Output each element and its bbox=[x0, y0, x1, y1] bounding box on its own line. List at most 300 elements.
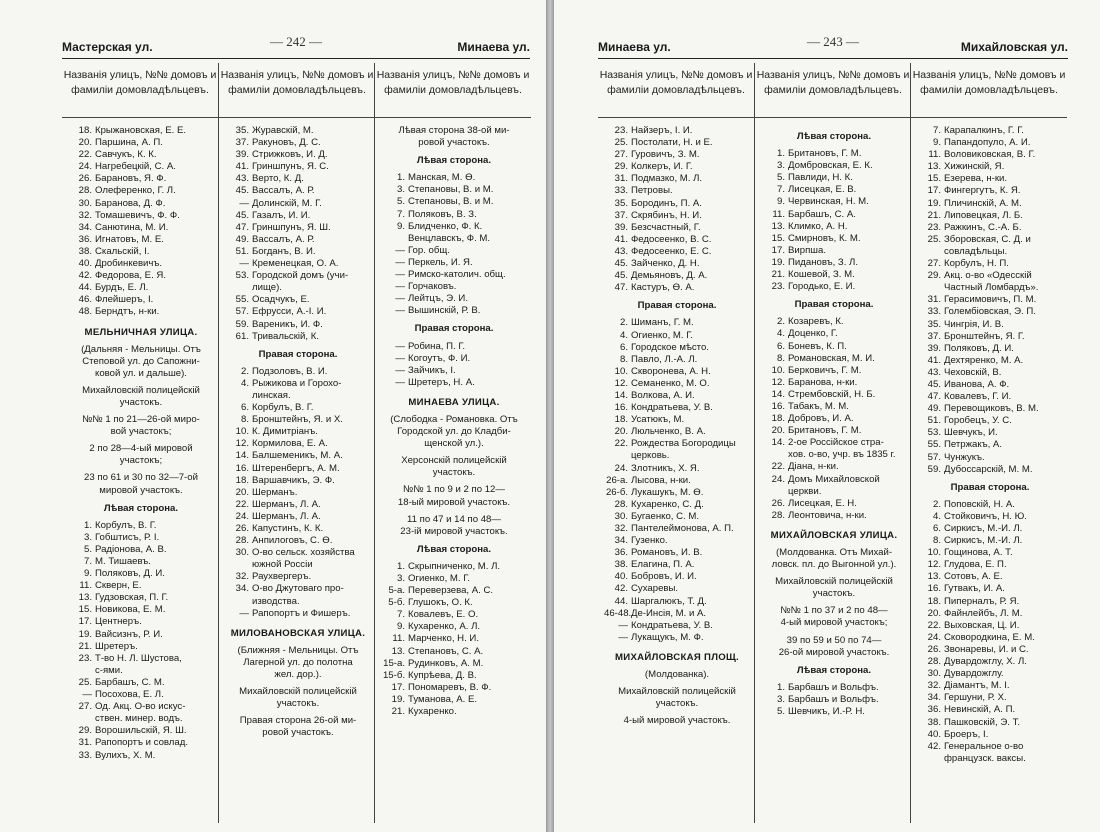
house-number: 57. bbox=[927, 451, 941, 463]
list-item bbox=[225, 137, 371, 149]
house-number: 27. bbox=[927, 258, 941, 270]
list-item bbox=[225, 523, 371, 535]
owner-name: Зайченко, Д. Н. bbox=[631, 258, 700, 270]
house-number: 5-б. bbox=[388, 597, 405, 609]
street-heading: МЕЛЬНИЧНАЯ УЛИЦА. bbox=[84, 326, 198, 338]
owner-name: Манская, М. Ѳ. bbox=[408, 172, 476, 184]
list-item bbox=[225, 319, 371, 331]
house-number: 42. bbox=[927, 740, 941, 752]
house-number: 33. bbox=[927, 306, 941, 318]
owner-name: Шерманъ, Л. А. bbox=[252, 498, 321, 510]
house-number: — bbox=[395, 244, 405, 256]
list-item bbox=[604, 608, 750, 620]
house-number: 55. bbox=[927, 439, 941, 451]
list-item bbox=[604, 487, 750, 499]
list-item bbox=[68, 544, 214, 556]
street-note: Лѣвая сторона 38-ой ми- ровой участокъ. bbox=[398, 125, 510, 149]
list-item bbox=[761, 184, 907, 196]
list-item bbox=[381, 209, 527, 221]
list-item bbox=[381, 184, 527, 196]
list-item bbox=[604, 583, 750, 595]
house-number: 3. bbox=[776, 160, 785, 172]
owner-name: Ковалевъ, Е. О. bbox=[408, 609, 479, 621]
house-number: 28. bbox=[235, 535, 249, 547]
house-number: 46-48. bbox=[604, 607, 632, 619]
owner-name: Кондратьева, У. В. bbox=[631, 619, 713, 631]
owner-name: Де-Инсія, М. и А. bbox=[631, 607, 707, 619]
owner-name: Павло, Л.-А. Л. bbox=[631, 353, 698, 365]
list-item bbox=[604, 342, 750, 354]
owner-name: Лысова, н-ки. bbox=[631, 474, 691, 486]
house-number: 29. bbox=[78, 725, 92, 737]
list-item bbox=[225, 149, 371, 161]
list-item bbox=[225, 596, 371, 608]
column-body bbox=[755, 118, 911, 718]
list-item bbox=[68, 234, 214, 246]
owner-name: Огиенко, М. Г. bbox=[408, 573, 470, 584]
list-item bbox=[225, 173, 371, 185]
owner-name: Подмазко, М. Л. bbox=[631, 173, 703, 185]
street-note: 11 по 47 и 14 по 48— 23-ій мировой участокъ. bbox=[400, 513, 508, 537]
owner-name: Британовъ, Г. М. bbox=[788, 148, 862, 160]
house-number: 27. bbox=[614, 149, 628, 161]
house-number: 34. bbox=[927, 692, 941, 704]
owner-name: Берковичъ, Г. М. bbox=[788, 364, 862, 376]
list-item bbox=[225, 210, 371, 222]
running-street-left: Мастерская ул. bbox=[62, 40, 153, 54]
list-item bbox=[381, 597, 527, 609]
column-body bbox=[598, 118, 754, 727]
list-item bbox=[225, 499, 371, 511]
owner-name: Дувардожглу, Х. Л. bbox=[944, 656, 1027, 668]
house-number: 1. bbox=[396, 172, 405, 184]
list-item bbox=[604, 475, 750, 487]
owner-name: Скворонева, А. Н. bbox=[631, 365, 711, 377]
list-item bbox=[604, 535, 750, 547]
house-number: 3. bbox=[83, 531, 92, 543]
list-item bbox=[68, 246, 214, 258]
house-number: 25. bbox=[614, 137, 628, 149]
house-number: 28. bbox=[771, 509, 785, 521]
list-item bbox=[917, 270, 1063, 282]
list-item bbox=[604, 185, 750, 197]
house-number: 17. bbox=[391, 681, 405, 693]
house-number: — bbox=[395, 256, 405, 268]
house-number: 45. bbox=[235, 185, 249, 197]
list-item bbox=[761, 328, 907, 340]
list-item bbox=[604, 559, 750, 571]
list-item bbox=[68, 568, 214, 580]
list-item bbox=[917, 185, 1063, 197]
owner-name: Кошевой, З. М. bbox=[788, 269, 855, 281]
list-item bbox=[225, 463, 371, 475]
house-number: — bbox=[395, 305, 405, 317]
list-item bbox=[604, 390, 750, 402]
owner-name: Дробинкевичъ. bbox=[95, 258, 163, 270]
street-note: Михайловскій полицейскій участокъ. bbox=[82, 384, 200, 408]
list-item bbox=[917, 343, 1063, 355]
house-number: 19. bbox=[78, 628, 92, 640]
house-number: 47. bbox=[927, 391, 941, 403]
list-item bbox=[761, 486, 907, 498]
house-number: 22. bbox=[927, 619, 941, 631]
list-item bbox=[68, 629, 214, 641]
house-number: 45. bbox=[614, 270, 628, 282]
house-number: 16. bbox=[771, 400, 785, 412]
running-street-right: Минаева ул. bbox=[457, 40, 530, 54]
owner-name: Зайчикъ, І. bbox=[408, 364, 456, 376]
list-item bbox=[381, 670, 527, 682]
house-number: 3. bbox=[776, 693, 785, 705]
owner-name: ствен. минер. водъ. bbox=[95, 713, 183, 725]
house-number: 32. bbox=[927, 680, 941, 692]
list-item bbox=[225, 378, 371, 390]
house-number: 22. bbox=[614, 438, 628, 450]
house-number: 22. bbox=[78, 149, 92, 161]
list-item bbox=[761, 269, 907, 281]
house-number: 8. bbox=[932, 535, 941, 547]
list-item bbox=[761, 401, 907, 413]
list-item bbox=[917, 282, 1063, 294]
house-number: 4. bbox=[240, 377, 249, 389]
owner-name: Долинскій, М. Г. bbox=[252, 197, 322, 209]
owner-name: Огиенко, М. Г. bbox=[631, 329, 693, 341]
house-number: 49. bbox=[235, 233, 249, 245]
list-item bbox=[225, 246, 371, 258]
house-number: 21. bbox=[771, 269, 785, 281]
list-item bbox=[917, 729, 1063, 741]
list-item bbox=[917, 403, 1063, 415]
street-heading: МИЛОВАНОВСКАЯ УЛИЦА. bbox=[230, 627, 366, 639]
house-number: 10. bbox=[927, 547, 941, 559]
list-item bbox=[917, 427, 1063, 439]
list-item bbox=[761, 245, 907, 257]
directory-columns bbox=[598, 63, 1068, 823]
side-heading: Правая сторона. bbox=[258, 348, 338, 360]
list-item bbox=[917, 306, 1063, 318]
owner-name: Демьяновъ, Д. А. bbox=[631, 270, 708, 282]
house-number: 12. bbox=[614, 377, 628, 389]
list-item bbox=[68, 173, 214, 185]
owner-name: Лисецкая, Е. Н. bbox=[788, 497, 857, 509]
owner-name: Пидановъ, З. Л. bbox=[788, 256, 859, 268]
owner-name: Од. Акц. О-во искус- bbox=[95, 701, 186, 713]
owner-name: Ефрусси, А.-І. И. bbox=[252, 306, 327, 318]
list-item bbox=[761, 160, 907, 172]
owner-name: Кухаренко, С. Д. bbox=[631, 498, 704, 510]
house-number: 26. bbox=[771, 497, 785, 509]
house-number: 40. bbox=[78, 258, 92, 270]
list-item bbox=[68, 198, 214, 210]
house-number: 4. bbox=[776, 328, 785, 340]
house-number: 41. bbox=[927, 354, 941, 366]
list-item bbox=[68, 641, 214, 653]
owner-name: Богданъ, В. И. bbox=[252, 245, 316, 257]
list-item bbox=[761, 353, 907, 365]
house-number: 30. bbox=[235, 547, 249, 559]
list-item bbox=[917, 391, 1063, 403]
owner-name: Шерманъ. bbox=[252, 486, 298, 498]
list-item bbox=[225, 559, 371, 571]
right-page bbox=[554, 0, 1100, 832]
list-item bbox=[604, 632, 750, 644]
list-item bbox=[917, 294, 1063, 306]
page-number: — 242 — bbox=[270, 34, 322, 49]
house-number: 26. bbox=[235, 523, 249, 534]
owner-name: Домбровская, Е. К. bbox=[788, 160, 873, 172]
owner-name: Стойковичъ, Н. Ю. bbox=[944, 510, 1027, 522]
house-number: 20. bbox=[235, 486, 249, 498]
house-number: 34. bbox=[614, 535, 628, 547]
list-item bbox=[917, 367, 1063, 379]
house-number: 28. bbox=[78, 185, 92, 197]
owner-name: Пономаревъ, В. Ф. bbox=[408, 681, 492, 693]
owner-name: Частный Ломбардъ». bbox=[944, 282, 1039, 294]
owner-name: Корбулъ, Н. П. bbox=[944, 258, 1009, 270]
owner-name: Рудинковъ, А. М. bbox=[408, 657, 484, 669]
house-number: 14. bbox=[771, 437, 785, 449]
list-item bbox=[604, 161, 750, 173]
house-number: 24. bbox=[614, 462, 628, 474]
header-rule bbox=[62, 58, 530, 59]
list-item bbox=[761, 196, 907, 208]
list-item bbox=[761, 498, 907, 510]
list-item bbox=[761, 281, 907, 293]
house-number: 5-а. bbox=[388, 585, 405, 597]
street-note: (Ближняя - Мельницы. Отъ Лагерной ул. до полотна жел. дор.). bbox=[237, 644, 359, 681]
list-item bbox=[225, 438, 371, 450]
street-note: №№ 1 по 9 и 2 по 12— 18-ый мировой участокъ. bbox=[397, 484, 511, 508]
left-page bbox=[0, 0, 546, 832]
list-item bbox=[381, 269, 527, 281]
house-number: 33. bbox=[614, 185, 628, 197]
owner-name: Найзеръ, І. И. bbox=[631, 125, 693, 136]
house-number: 28. bbox=[927, 656, 941, 668]
list-item bbox=[761, 233, 907, 245]
list-item bbox=[917, 620, 1063, 632]
list-item bbox=[381, 694, 527, 706]
owner-name: Игнатовъ, М. Е. bbox=[95, 233, 164, 245]
owner-name: Петровы. bbox=[631, 185, 673, 197]
list-item bbox=[381, 172, 527, 184]
owner-name: Стрижковъ, И. Д. bbox=[252, 149, 328, 161]
list-item bbox=[604, 246, 750, 258]
house-number: 24. bbox=[235, 510, 249, 522]
house-number: 26-а. bbox=[606, 474, 628, 486]
list-item bbox=[604, 523, 750, 535]
owner-name: Капустинъ, К. К. bbox=[252, 523, 324, 534]
owner-name: Люльченко, В. А. bbox=[631, 426, 706, 438]
house-number: 13. bbox=[927, 571, 941, 583]
house-number: 7. bbox=[932, 125, 941, 136]
list-item bbox=[917, 644, 1063, 656]
list-item bbox=[917, 379, 1063, 391]
list-item bbox=[68, 653, 214, 665]
owner-name: Гриншпунъ, Я. С. bbox=[252, 161, 329, 173]
house-number: 8. bbox=[776, 352, 785, 364]
house-number: 33. bbox=[78, 749, 92, 761]
owner-name: Баранова, н-ки. bbox=[788, 376, 858, 388]
list-item bbox=[761, 461, 907, 473]
list-item bbox=[225, 222, 371, 234]
owner-name: Доценко, Г. bbox=[788, 328, 838, 340]
list-item bbox=[917, 452, 1063, 464]
owner-name: Кондратьева, У. В. bbox=[631, 402, 713, 414]
owner-name: Лисецкая, Е. В. bbox=[788, 184, 857, 196]
list-item bbox=[604, 317, 750, 329]
owner-name: Сотовъ, А. Е. bbox=[944, 571, 1003, 583]
house-number: 53. bbox=[927, 427, 941, 439]
list-item bbox=[381, 573, 527, 585]
house-number: 20. bbox=[771, 425, 785, 437]
side-heading: Правая сторона. bbox=[414, 323, 494, 335]
house-number: 39. bbox=[927, 342, 941, 354]
column-header: Названія улицъ, №№ домовъ и фамиліи домовладѣльцевъ. bbox=[62, 63, 218, 118]
house-number: 14. bbox=[614, 389, 628, 401]
owner-name: Ражкинъ, С.-А. Б. bbox=[944, 221, 1022, 233]
house-number: 34. bbox=[235, 583, 249, 595]
house-number: 2. bbox=[619, 317, 628, 329]
house-number: 42. bbox=[614, 583, 628, 595]
owner-name: Вулихъ, Х. М. bbox=[95, 749, 156, 761]
owner-name: Новикова, Е. М. bbox=[95, 604, 166, 616]
owner-name: Чунжукъ. bbox=[944, 451, 985, 463]
owner-name: Корбулъ, В. Г. bbox=[252, 402, 314, 414]
list-item bbox=[917, 439, 1063, 451]
house-number: 57. bbox=[235, 306, 249, 318]
owner-name: Голембіовская, Э. П. bbox=[944, 306, 1036, 318]
owner-name: Туманова, А. Е. bbox=[408, 693, 478, 705]
owner-name: Раухвергеръ. bbox=[252, 571, 312, 583]
house-number: 17. bbox=[927, 185, 941, 197]
list-item bbox=[381, 561, 527, 573]
house-number: 1. bbox=[396, 560, 405, 572]
list-item bbox=[381, 585, 527, 597]
owner-name: Переверзева, А. С. bbox=[408, 585, 494, 597]
owner-name: Волкова, А. И. bbox=[631, 389, 695, 401]
owner-name: Бурдъ, Е. Л. bbox=[95, 282, 149, 294]
owner-name: Шевчукъ, И. bbox=[944, 427, 998, 439]
house-number: 20. bbox=[78, 137, 92, 149]
list-item bbox=[917, 571, 1063, 583]
owner-name: Корбулъ, В. Г. bbox=[95, 519, 157, 531]
owner-name: Сиркисъ, М.-И. Л. bbox=[944, 535, 1023, 547]
list-item bbox=[381, 633, 527, 645]
owner-name: Добровъ, И. А. bbox=[788, 413, 854, 425]
owner-name: Барбашъ, С. А. bbox=[788, 208, 856, 220]
list-item bbox=[917, 319, 1063, 331]
owner-name: Барановъ, Я. Ф. bbox=[95, 173, 167, 185]
house-number: 11. bbox=[392, 633, 405, 645]
list-item bbox=[68, 161, 214, 173]
list-item bbox=[604, 511, 750, 523]
owner-name: Вареникъ, И. Ф. bbox=[252, 318, 323, 330]
owner-name: Папандопуло, А. И. bbox=[944, 137, 1031, 149]
list-item bbox=[761, 257, 907, 269]
list-item bbox=[604, 620, 750, 632]
house-number: 9. bbox=[776, 196, 785, 208]
owner-name: К. Димитріанъ. bbox=[252, 426, 318, 438]
owner-name: Гутвакъ, И. А. bbox=[944, 583, 1005, 595]
list-item bbox=[604, 173, 750, 185]
list-item bbox=[381, 196, 527, 208]
owner-name: Акц. о-во «Одесскій bbox=[944, 270, 1032, 282]
house-number: 40. bbox=[927, 728, 941, 740]
house-number: 12. bbox=[771, 376, 785, 388]
column-1 bbox=[62, 63, 218, 823]
owner-name: Карапалкинъ, Г. Г. bbox=[944, 125, 1024, 136]
house-number: 23. bbox=[78, 652, 92, 664]
house-number: — bbox=[395, 293, 405, 305]
house-number: 6. bbox=[240, 402, 249, 414]
list-item bbox=[917, 547, 1063, 559]
list-item bbox=[917, 511, 1063, 523]
house-number: 14. bbox=[235, 450, 249, 462]
owner-name: Нагребецкій, С. А. bbox=[95, 161, 176, 173]
street-heading: МИХАЙЛОВСКАЯ УЛИЦА. bbox=[770, 529, 898, 541]
owner-name: Федорова, Е. Я. bbox=[95, 270, 167, 282]
list-item bbox=[604, 366, 750, 378]
house-number: 26. bbox=[927, 643, 941, 655]
owner-name: Рыжикова и Горохо- bbox=[252, 377, 342, 389]
owner-name: Чеховскій, В. bbox=[944, 366, 1002, 378]
house-number: 32. bbox=[235, 571, 249, 583]
owner-name: Берндтъ, н-ки. bbox=[95, 306, 160, 318]
owner-name: Степановъ, С. А. bbox=[408, 645, 484, 657]
list-item bbox=[761, 474, 907, 486]
house-number: 3. bbox=[396, 573, 405, 584]
list-item bbox=[225, 390, 371, 402]
owner-name: Гершуни, Р. Х. bbox=[944, 692, 1007, 704]
list-item bbox=[761, 172, 907, 184]
owner-name: Діамантъ, М. І. bbox=[944, 680, 1010, 692]
owner-name: Скрябинъ, Н. И. bbox=[631, 209, 702, 221]
owner-name: Барбашъ, С. М. bbox=[95, 676, 165, 688]
list-item bbox=[225, 583, 371, 595]
owner-name: Радіонова, А. В. bbox=[95, 543, 167, 555]
owner-name: Сковородкина, Е. М. bbox=[944, 631, 1035, 643]
owner-name: Городской домъ (учи- bbox=[252, 270, 349, 282]
list-item bbox=[761, 449, 907, 461]
owner-name: Усатюкъ, М. bbox=[631, 414, 685, 426]
owner-name: Степановы, В. и М. bbox=[408, 196, 494, 208]
house-number: 26. bbox=[78, 173, 92, 185]
side-heading: Лѣвая сторона. bbox=[103, 502, 179, 514]
owner-name: Рапопортъ и совлад. bbox=[95, 737, 188, 749]
list-item bbox=[917, 161, 1063, 173]
owner-name: Журавскій, М. bbox=[252, 125, 314, 136]
list-item bbox=[225, 511, 371, 523]
street-note: 4-ый мировой участокъ. bbox=[623, 715, 731, 727]
list-item bbox=[761, 148, 907, 160]
list-item bbox=[381, 293, 527, 305]
owner-name: Безсчастный, Г. bbox=[631, 221, 701, 233]
running-street-left: Минаева ул. bbox=[598, 40, 671, 54]
owner-name: Червинская, Н. М. bbox=[788, 196, 869, 208]
house-number: 7. bbox=[396, 208, 405, 220]
owner-name: Барбашъ и Вольфъ. bbox=[788, 681, 879, 693]
owner-name: Поляковъ, Д. И. bbox=[95, 568, 165, 580]
house-number: 30. bbox=[927, 668, 941, 680]
list-item bbox=[917, 717, 1063, 729]
house-number: 51. bbox=[235, 245, 249, 257]
list-item bbox=[68, 294, 214, 306]
house-number: 43. bbox=[927, 366, 941, 378]
owner-name: Герасимовичъ, П. М. bbox=[944, 294, 1037, 306]
list-item bbox=[604, 438, 750, 450]
owner-name: лище). bbox=[252, 282, 282, 294]
owner-name: Скверн, Е. bbox=[95, 580, 142, 592]
